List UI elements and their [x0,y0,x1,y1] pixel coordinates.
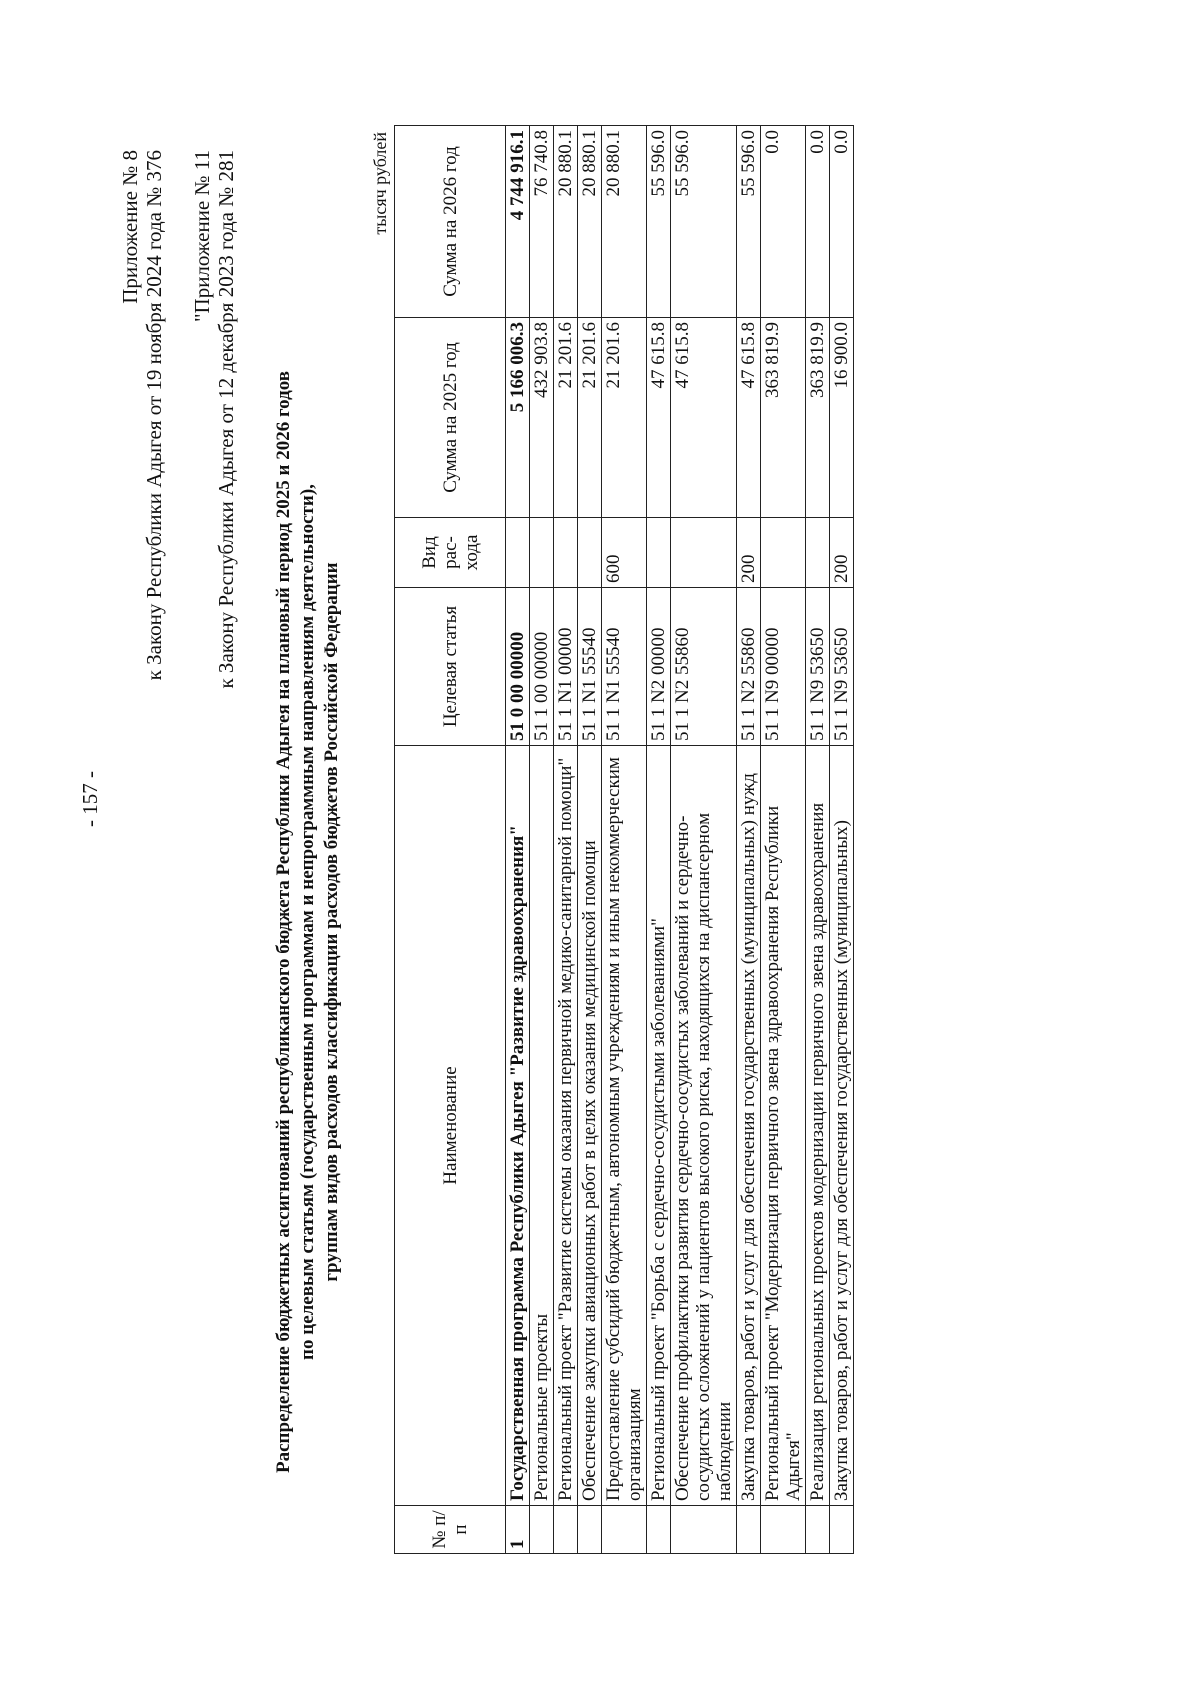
appendix-current [118,150,166,680]
appendix-original-number: "Приложение № 11 [190,150,214,323]
cell-type: 600 [602,518,647,588]
table-row [761,126,806,1554]
document-title [272,322,344,1522]
table-body [506,126,854,1554]
cell-sum-2025: 21 201.6 [602,318,647,518]
budget-table [394,125,854,1554]
appendix-current-number: Приложение № 8 [118,150,142,304]
units-label: тысяч рублей [370,132,390,235]
table-row [602,126,647,1554]
cell-target: 51 1 N1 55540 [578,588,602,746]
cell-sum-2025: 16 900.0 [830,318,854,518]
cell-target: 51 1 N2 00000 [647,588,671,746]
cell-target: 51 1 N1 00000 [554,588,578,746]
cell-sum-2025: 47 615.8 [671,318,737,518]
cell-type: 200 [737,518,761,588]
cell-num [737,1506,761,1554]
cell-sum-2026: 76 740.8 [530,126,554,318]
cell-name: Закупка товаров, работ и услуг для обеспечения государственных (муниципальных) нужд [737,746,761,1506]
cell-target: 51 0 00 00000 [506,588,530,746]
header-type: Вид рас-хода [395,518,506,588]
cell-name: Закупка товаров, работ и услуг для обеспечения государственных (муниципальных) [830,746,854,1506]
table-row [737,126,761,1554]
cell-sum-2025: 432 903.8 [530,318,554,518]
cell-num [806,1506,830,1554]
table-row [554,126,578,1554]
header-name: Наименование [395,746,506,1506]
cell-num [761,1506,806,1554]
cell-name: Региональный проект "Развитие системы оказания первичной медико-санитарной помощи" [554,746,578,1506]
header-sum-2026: Сумма на 2026 год [395,126,506,318]
cell-sum-2025: 47 615.8 [647,318,671,518]
cell-type [671,518,737,588]
cell-name: Государственная программа Республики Адыгея "Развитие здравоохранения" [506,746,530,1506]
cell-target: 51 1 N2 55860 [737,588,761,746]
title-line-1: Распределение бюджетных ассигнований республиканского бюджета Республики Адыгея на плановый период 2025 и 2026 годов [273,371,294,1473]
cell-sum-2026: 20 880.1 [578,126,602,318]
cell-sum-2025: 5 166 006.3 [506,318,530,518]
cell-name: Обеспечение профилактики развития сердечно-сосудистых заболеваний и сердечно-сосудистых осложнений у пациентов высокого риска, находящихся на диспансерном наблюдении [671,746,737,1506]
cell-sum-2026: 0.0 [830,126,854,318]
title-line-2: по целевым статьям (государственным программам и непрограммным направлениям деятельности), [297,484,318,1360]
cell-sum-2026: 0.0 [761,126,806,318]
header-num: № п/п [395,1506,506,1554]
table-row [506,126,530,1554]
cell-sum-2026: 20 880.1 [554,126,578,318]
cell-num [554,1506,578,1554]
cell-type [530,518,554,588]
cell-sum-2026: 55 596.0 [647,126,671,318]
table-row [530,126,554,1554]
cell-sum-2026: 20 880.1 [602,126,647,318]
cell-sum-2026: 55 596.0 [671,126,737,318]
cell-sum-2026: 55 596.0 [737,126,761,318]
cell-sum-2026: 4 744 916.1 [506,126,530,318]
cell-num [578,1506,602,1554]
cell-name: Региональный проект "Борьба с сердечно-сосудистыми заболеваниями" [647,746,671,1506]
cell-type [761,518,806,588]
cell-name: Обеспечение закупки авиационных работ в целях оказания медицинской помощи [578,746,602,1506]
cell-type [578,518,602,588]
cell-type [647,518,671,588]
appendix-original-law: к Закону Республики Адыгея от 12 декабря 2023 года № 281 [214,150,238,689]
cell-num [647,1506,671,1554]
cell-num [602,1506,647,1554]
cell-sum-2025: 363 819.9 [806,318,830,518]
cell-type: 200 [830,518,854,588]
cell-target: 51 1 N9 53650 [806,588,830,746]
page-number: - 157 - [78,771,102,827]
appendix-original [190,150,238,689]
cell-type [506,518,530,588]
cell-sum-2026: 0.0 [806,126,830,318]
cell-name: Реализация региональных проектов модернизации первичного звена здравоохранения [806,746,830,1506]
table-row [647,126,671,1554]
cell-target: 51 1 N2 55860 [671,588,737,746]
cell-num: 1 [506,1506,530,1554]
cell-sum-2025: 363 819.9 [761,318,806,518]
appendix-current-law: к Закону Республики Адыгея от 19 ноября 2024 года № 376 [142,150,166,681]
table-header-row [395,126,506,1554]
cell-type [806,518,830,588]
cell-num [671,1506,737,1554]
table-row [806,126,830,1554]
cell-num [830,1506,854,1554]
table-row [578,126,602,1554]
header-target: Целевая статья [395,588,506,746]
header-sum-2025: Сумма на 2025 год [395,318,506,518]
cell-name: Региональные проекты [530,746,554,1506]
cell-target: 51 1 N9 00000 [761,588,806,746]
cell-num [530,1506,554,1554]
table-row [830,126,854,1554]
cell-target: 51 1 N1 55540 [602,588,647,746]
table-row [671,126,737,1554]
cell-type [554,518,578,588]
cell-sum-2025: 47 615.8 [737,318,761,518]
cell-name: Предоставление субсидий бюджетным, автономным учреждениям и иным некоммерческим организациям [602,746,647,1506]
cell-target: 51 1 N9 53650 [830,588,854,746]
cell-name: Региональный проект "Модернизация первичного звена здравоохранения Республики Адыгея" [761,746,806,1506]
title-line-3: группам видов расходов классификации расходов бюджетов Российской Федерации [321,562,342,1282]
cell-sum-2025: 21 201.6 [578,318,602,518]
cell-target: 51 1 00 00000 [530,588,554,746]
cell-sum-2025: 21 201.6 [554,318,578,518]
